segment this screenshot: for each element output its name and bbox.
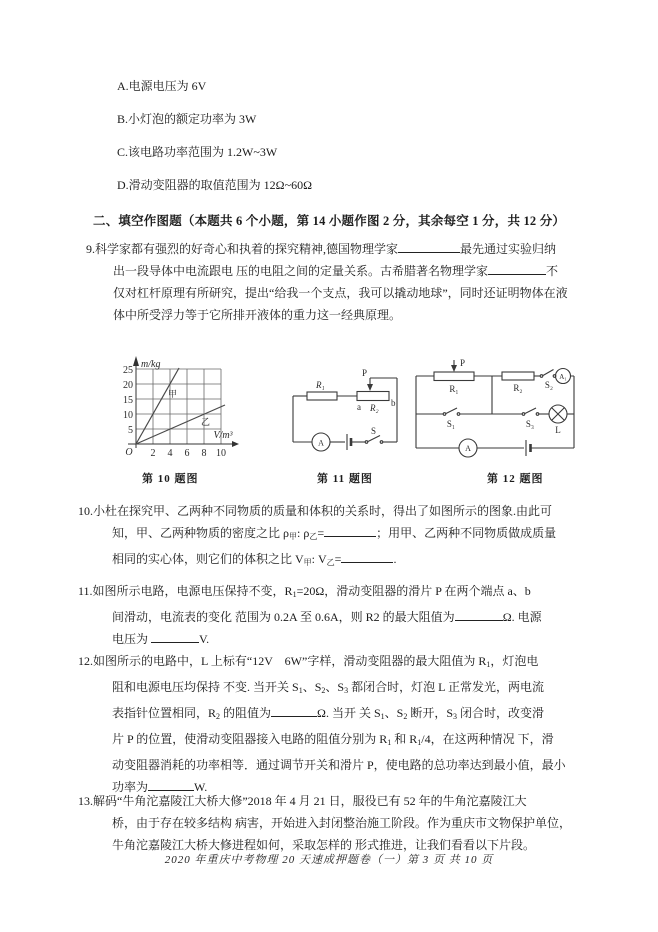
question-line [113,260,568,282]
question-line [113,282,568,304]
text-span: ，灯泡电 [490,654,539,668]
s1-label: S₁ [446,419,456,429]
blank-underline [148,777,194,791]
question-line [112,812,571,834]
text-span: : ρ [297,526,310,540]
blank-underline [398,239,460,253]
rheostat-r1 [434,372,474,381]
text-span: 1 [387,738,392,747]
switch-contact [380,441,383,444]
question-line [78,580,542,606]
text-span: 电压为 [112,632,152,646]
text-span: 动变阻器消耗的功率相等．通过调节开关和滑片 P，使电路的总功率达到最小值，最小 [112,758,566,772]
text-span: 和 R [391,732,418,746]
y-tick: 25 [123,365,133,376]
rheostat-r2 [357,392,389,401]
text-span: 11.如图所示电路，电源电压保持不变，R [78,584,293,598]
x-tick: 8 [201,448,207,459]
text-span: 乙 [309,532,318,541]
question-8-options [117,80,312,212]
y-axis-label: m/kg [141,359,161,370]
slider-arrow-icon [451,365,457,372]
text-span: 桥，由于存在较多结构 病害，开始进入封闭整治施工阶段。作为重庆市文物保护单位， [112,816,572,830]
a-terminal-label: a [357,402,361,412]
text-span: 、S [384,706,404,720]
circuit-12-figure [406,356,581,466]
lamp-cross [552,408,565,421]
text-span: 表指针位置相同，R [112,706,217,720]
blank-underline [455,607,503,621]
blank-underline [151,629,199,643]
question-line [112,522,556,548]
y-tick: 15 [123,395,133,406]
text-span: ；用甲、乙两种不同物质做成质量 [376,526,557,540]
text-span: 1 [292,590,297,599]
text-span: 出一段导体中电流跟电 压的电阻之间的定量关系。古希腊著名物理学家 [113,264,489,278]
text-span: 1 [298,686,303,695]
grid-lines [153,369,221,444]
option-d: D.滑动变阻器的取值范围为 12Ω~60Ω [117,178,312,192]
text-span: 牛角沱嘉陵江大桥大修进程如何，采取怎样的 形式推进，让我们看看以下片段。 [112,838,536,852]
question-line [113,304,568,326]
option-b: B.小灯泡的额定功率为 3W [117,112,257,126]
text-span: 12.如图所示的电路中，L 上标有“12V 6W”字样，滑动变阻器的最大阻值为 R [78,654,487,668]
question-line [112,702,566,728]
line-jia [136,368,179,444]
text-span: 仅对杠杆原理有所研究，提出“给我一个支点，我可以撬动地球”，同时还证明物体在液 [113,286,568,300]
circuit-11-figure [283,364,405,460]
r2-label: R₂ [513,383,523,393]
question-line [112,728,566,754]
s2-label: S₂ [544,380,554,390]
text-span: 功率为 [112,780,149,794]
switch-contact [522,413,525,416]
question-line [112,548,556,574]
text-span: = [317,526,325,540]
blank-underline [341,549,393,563]
text-span: 相同的实心体，则它们的体积之比 V [112,552,304,566]
question-12 [78,650,566,798]
blank-underline [488,261,546,275]
option-a: A.电源电压为 6V [117,79,207,93]
switch-contact [457,413,460,416]
p-label: P [362,368,368,378]
y-tick: 20 [123,380,133,391]
text-span: 2 [403,712,408,721]
switch-contact [365,441,368,444]
text-span: 闭合时，改变滑 [457,706,545,720]
text-span: : V [311,552,327,566]
figure-12-caption: 第 12 题图 [487,473,544,485]
switch-blade [543,370,554,376]
page-footer: 2020 年重庆中考物理 20 天速成押题卷（一）第 3 页 共 10 页 [164,854,494,866]
question-11 [78,580,542,650]
text-span: 1 [417,738,422,747]
question-line [86,238,568,260]
text-span: 1 [380,712,385,721]
question-line [112,754,566,776]
text-span: /4，在这两种情况 下，滑 [421,732,554,746]
text-span: 都闭合时，灯泡 L 正常发光，两电流 [348,680,544,694]
text-span: 2 [216,712,221,721]
y-tick: 10 [123,410,133,421]
r1-label: R₁ [316,380,325,390]
question-line [78,790,571,812]
ammeter-label: A [465,444,471,453]
text-span: 甲 [289,532,297,541]
ammeter-label: A [318,438,324,448]
resistor-r1 [307,392,337,400]
x-axis-arrow-icon [232,441,239,447]
text-span: 阻和电源电压均保持 不变. 当开关 S [112,680,299,694]
x-tick: 10 [216,448,226,459]
x-tick: 4 [167,448,173,459]
question-line [112,676,566,702]
switch-contact [540,375,543,378]
text-span: 13.解码“牛角沱嘉陵江大桥大修”2018 年 4 月 21 日，服役已有 52 年的牛角沱嘉陵江大 [78,794,527,808]
switch-contact [443,413,446,416]
text-span: 2 [321,686,326,695]
text-span: 、S [325,680,345,694]
s3-label: S₃ [525,419,535,429]
text-span: 体中所受浮力等于它所排开液体的重力这一经典原理。 [113,308,402,322]
r2-label: R₂ [370,403,379,413]
text-span: 3 [453,712,457,721]
x-tick: 2 [150,448,156,459]
density-graph-figure [98,354,240,466]
series-label-yi: 乙 [201,417,211,427]
series-label-jia: 甲 [168,389,178,399]
text-span: Ω. 当开 关 S [317,706,381,720]
figure-11-caption: 第 11 题图 [317,473,373,485]
blank-underline [324,523,376,537]
slider-arrow-icon [367,384,373,391]
text-span: 断开，S [407,706,453,720]
wire [571,376,575,448]
question-line [112,606,542,628]
text-span: 3 [344,686,349,695]
b-terminal-label: b [391,398,396,408]
x-axis-label: V/m³ [213,430,233,441]
y-axis-arrow-icon [133,356,139,366]
text-span: 9.科学家都有强烈的好奇心和执着的探究精神,德国物理学家 [86,242,399,256]
x-tick: 6 [184,448,190,459]
resistor-r2 [502,372,534,380]
switch-blade [525,408,536,414]
text-span: 甲 [303,558,312,567]
text-span: 不 [546,264,559,278]
question-13 [78,790,571,856]
switch-label: S [371,426,377,436]
section-heading: 二、填空作图题（本题共 6 个小题，第 14 小题作图 2 分，其余每空 1 分，共 12 分） [93,214,566,228]
text-span: 、S [302,680,322,694]
r1-label: R₁ [449,384,459,394]
origin-label: O [125,447,133,458]
question-line [112,628,542,650]
line-yi [136,405,225,444]
text-span: 10.小杜在探究甲、乙两种不同物质的质量和体积的关系时，得出了如图所示的图象.由此可 [78,504,553,518]
blank-underline [271,703,317,717]
text-span: 乙 [326,558,335,567]
y-tick: 5 [128,425,133,436]
switch-contact [536,413,539,416]
text-span: 间滑动，电流表的变化 范围为 0.2A 至 0.6A，则 R2 的最大阻值为 [112,610,455,624]
text-span: V. [199,632,210,646]
question-9 [86,238,568,326]
text-span: . [393,552,397,566]
figure-10-caption: 第 10 题图 [142,473,199,485]
text-span: Ω. 电源 [502,610,542,624]
question-line [78,500,556,522]
p-label: P [460,358,466,368]
question-line [78,650,566,676]
text-span: = [334,552,342,566]
text-span: 知，甲、乙两种物质的密度之比 ρ [112,526,289,540]
text-span: 1 [486,660,491,669]
option-c: C.该电路功率范围为 1.2W~3W [117,145,278,159]
text-span: 的阻值为 [220,706,272,720]
text-span: W. [194,780,208,794]
a1-label: A₁ [559,373,567,381]
text-span: 片 P 的位置，使滑动变阻器接入电路的阻值分别为 R [112,732,388,746]
switch-blade [446,408,457,414]
question-10 [78,500,556,574]
switch-blade [368,436,380,442]
lamp-label: L [555,425,561,435]
text-span: =20Ω，滑动变阻器的滑片 P 在两个端点 a、b [296,584,531,598]
text-span: 最先通过实验归纳 [460,242,557,256]
